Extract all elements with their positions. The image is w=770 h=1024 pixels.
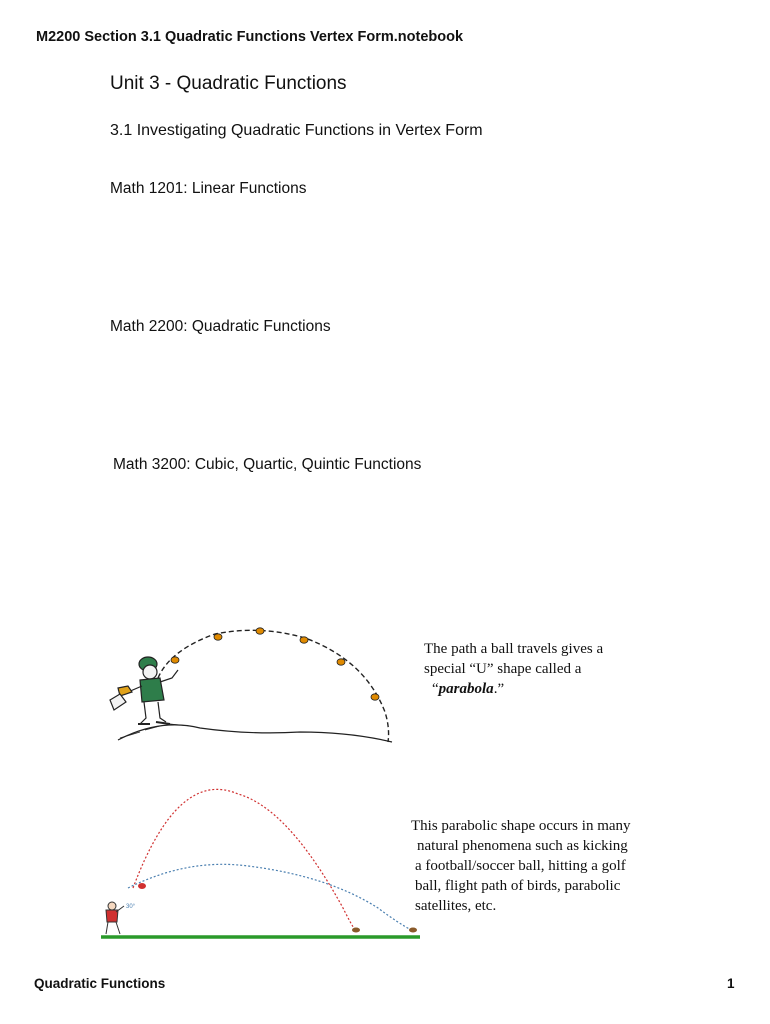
- paragraph-line: satellites, etc.: [415, 898, 497, 914]
- ball: [256, 628, 264, 634]
- paragraph-line: This parabolic shape occurs in many: [411, 818, 631, 834]
- angle-label: 30°: [126, 904, 136, 910]
- golf-ball-path-illustration: [100, 620, 400, 750]
- kick-trajectories-illustration: [98, 788, 428, 948]
- quote-open: “: [432, 681, 439, 697]
- paragraph-line: [424, 679, 603, 699]
- course-math-2200: Math 2200: Quadratic Functions: [110, 318, 331, 335]
- paragraph-line: natural phenomena such as kicking: [417, 838, 628, 854]
- parabola-dashed-arc: [158, 630, 389, 742]
- ball: [371, 694, 379, 700]
- blue-trajectory-path: [128, 864, 413, 931]
- hill-ground: [118, 725, 392, 742]
- paragraph-parabola-intro: [424, 639, 603, 699]
- kicker-figure-icon: [106, 902, 124, 934]
- paragraph-line: a football/soccer ball, hitting a golf: [415, 858, 626, 874]
- course-math-3200: Math 3200: Cubic, Quartic, Quintic Functions: [113, 456, 422, 473]
- paragraph-line: The path a ball travels gives a: [424, 641, 604, 657]
- golfer-figure-icon: [110, 657, 178, 724]
- paragraph-parabola-examples: [411, 816, 631, 916]
- red-trajectory-path: [133, 789, 356, 931]
- document-title: M2200 Section 3.1 Quadratic Functions Vertex Form.notebook: [36, 29, 464, 45]
- ball: [138, 883, 146, 889]
- course-math-1201: Math 1201: Linear Functions: [110, 180, 307, 197]
- ball: [214, 634, 222, 640]
- ball: [409, 928, 417, 933]
- quote-close: .”: [493, 681, 505, 697]
- footer-title: Quadratic Functions: [34, 976, 166, 991]
- ball: [300, 637, 308, 643]
- ball: [337, 659, 345, 665]
- paragraph-line: special “U” shape called a: [424, 661, 582, 677]
- paragraph-line: ball, flight path of birds, parabolic: [415, 878, 621, 894]
- unit-title: Unit 3 - Quadratic Functions: [110, 73, 347, 94]
- page-number: 1: [727, 976, 735, 991]
- parabola-term: parabola: [438, 681, 494, 697]
- section-title: 3.1 Investigating Quadratic Functions in Vertex Form: [110, 122, 483, 139]
- ball: [171, 657, 179, 663]
- ball: [352, 928, 360, 933]
